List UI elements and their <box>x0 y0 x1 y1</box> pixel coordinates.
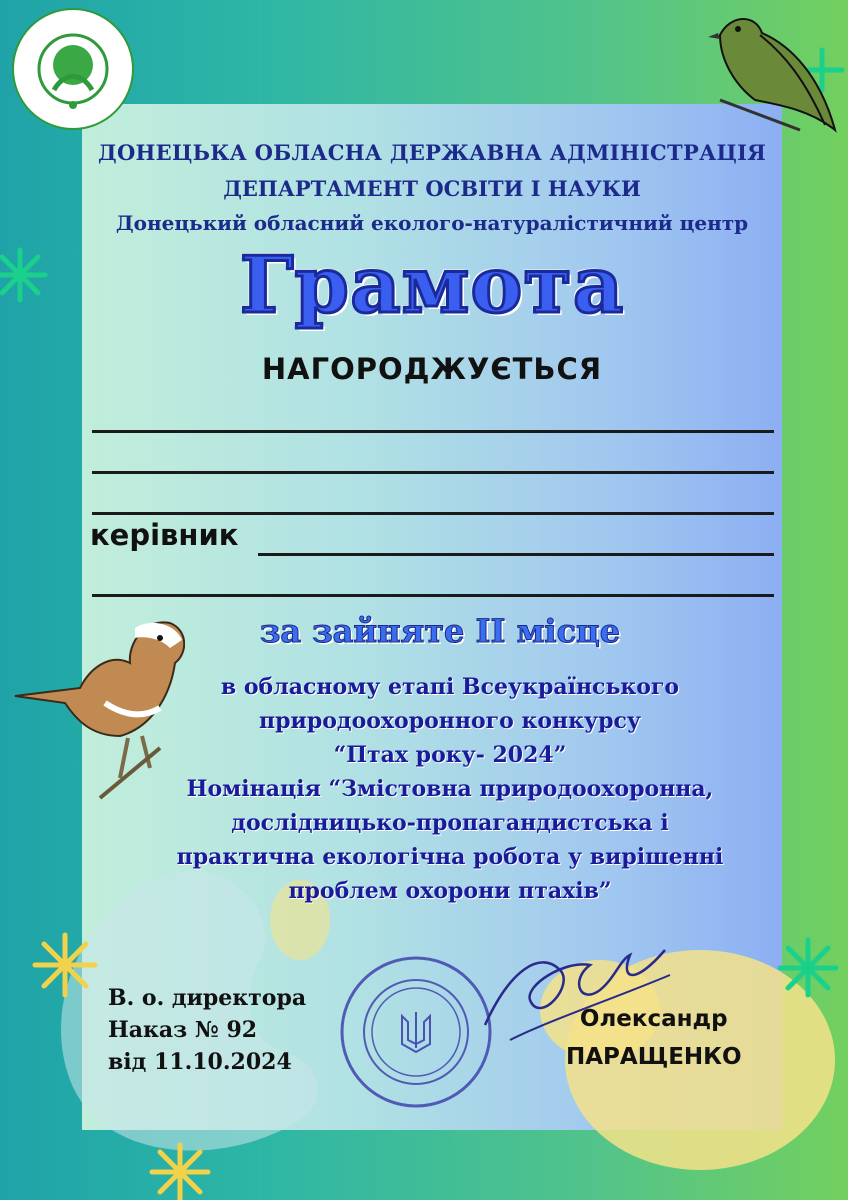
star-icon <box>35 935 95 995</box>
place-text: за зайняте ІІ місце <box>259 612 621 650</box>
recipient-line <box>92 430 774 433</box>
description-line: проблем охорони птахів” <box>288 878 612 904</box>
description-line: дослідницько-пропагандистська і <box>231 810 669 836</box>
supervisor-line <box>258 553 774 556</box>
awarded-label: НАГОРОДЖУЄТЬСЯ <box>261 352 603 386</box>
header-center: Донецький обласний еколого-натуралістичний центр <box>115 211 749 235</box>
description-line: практична екологічна робота у вирішенні <box>176 844 724 870</box>
award-description <box>130 670 770 908</box>
trident-icon <box>402 1012 430 1052</box>
order-date: від 11.10.2024 <box>108 1049 292 1075</box>
recipient-line <box>92 594 774 597</box>
order-number: Наказ № 92 <box>108 1017 258 1043</box>
signatory-first-name: Олександр <box>579 1006 728 1032</box>
description-line: природоохоронного конкурсу <box>259 708 641 734</box>
recipient-line <box>92 471 774 474</box>
star-icon <box>780 940 836 995</box>
description-line: “Птах року- 2024” <box>333 742 567 768</box>
logo-emblem-icon <box>14 10 132 128</box>
signatory-name <box>566 1000 742 1076</box>
description-line: в обласному етапі Всеукраїнського <box>220 674 680 700</box>
director-order-block <box>108 982 306 1078</box>
recipient-line <box>92 512 774 515</box>
sparrow-illustration <box>700 5 848 145</box>
header-administration: ДОНЕЦЬКА ОБЛАСНА ДЕРЖАВНА АДМІНІСТРАЦІЯ <box>97 140 767 165</box>
director-title: В. о. директора <box>108 985 307 1011</box>
supervisor-label: керівник <box>90 518 239 552</box>
star-icon <box>0 250 45 300</box>
description-line: Номінація “Змістовна природоохоронна, <box>186 776 714 802</box>
certificate-title: Грамота <box>239 240 625 331</box>
organization-logo <box>12 8 134 130</box>
signatory-last-name: ПАРАЩЕНКО <box>566 1044 742 1070</box>
star-icon <box>152 1145 208 1200</box>
header-department: ДЕПАРТАМЕНТ ОСВІТИ І НАУКИ <box>223 176 641 201</box>
